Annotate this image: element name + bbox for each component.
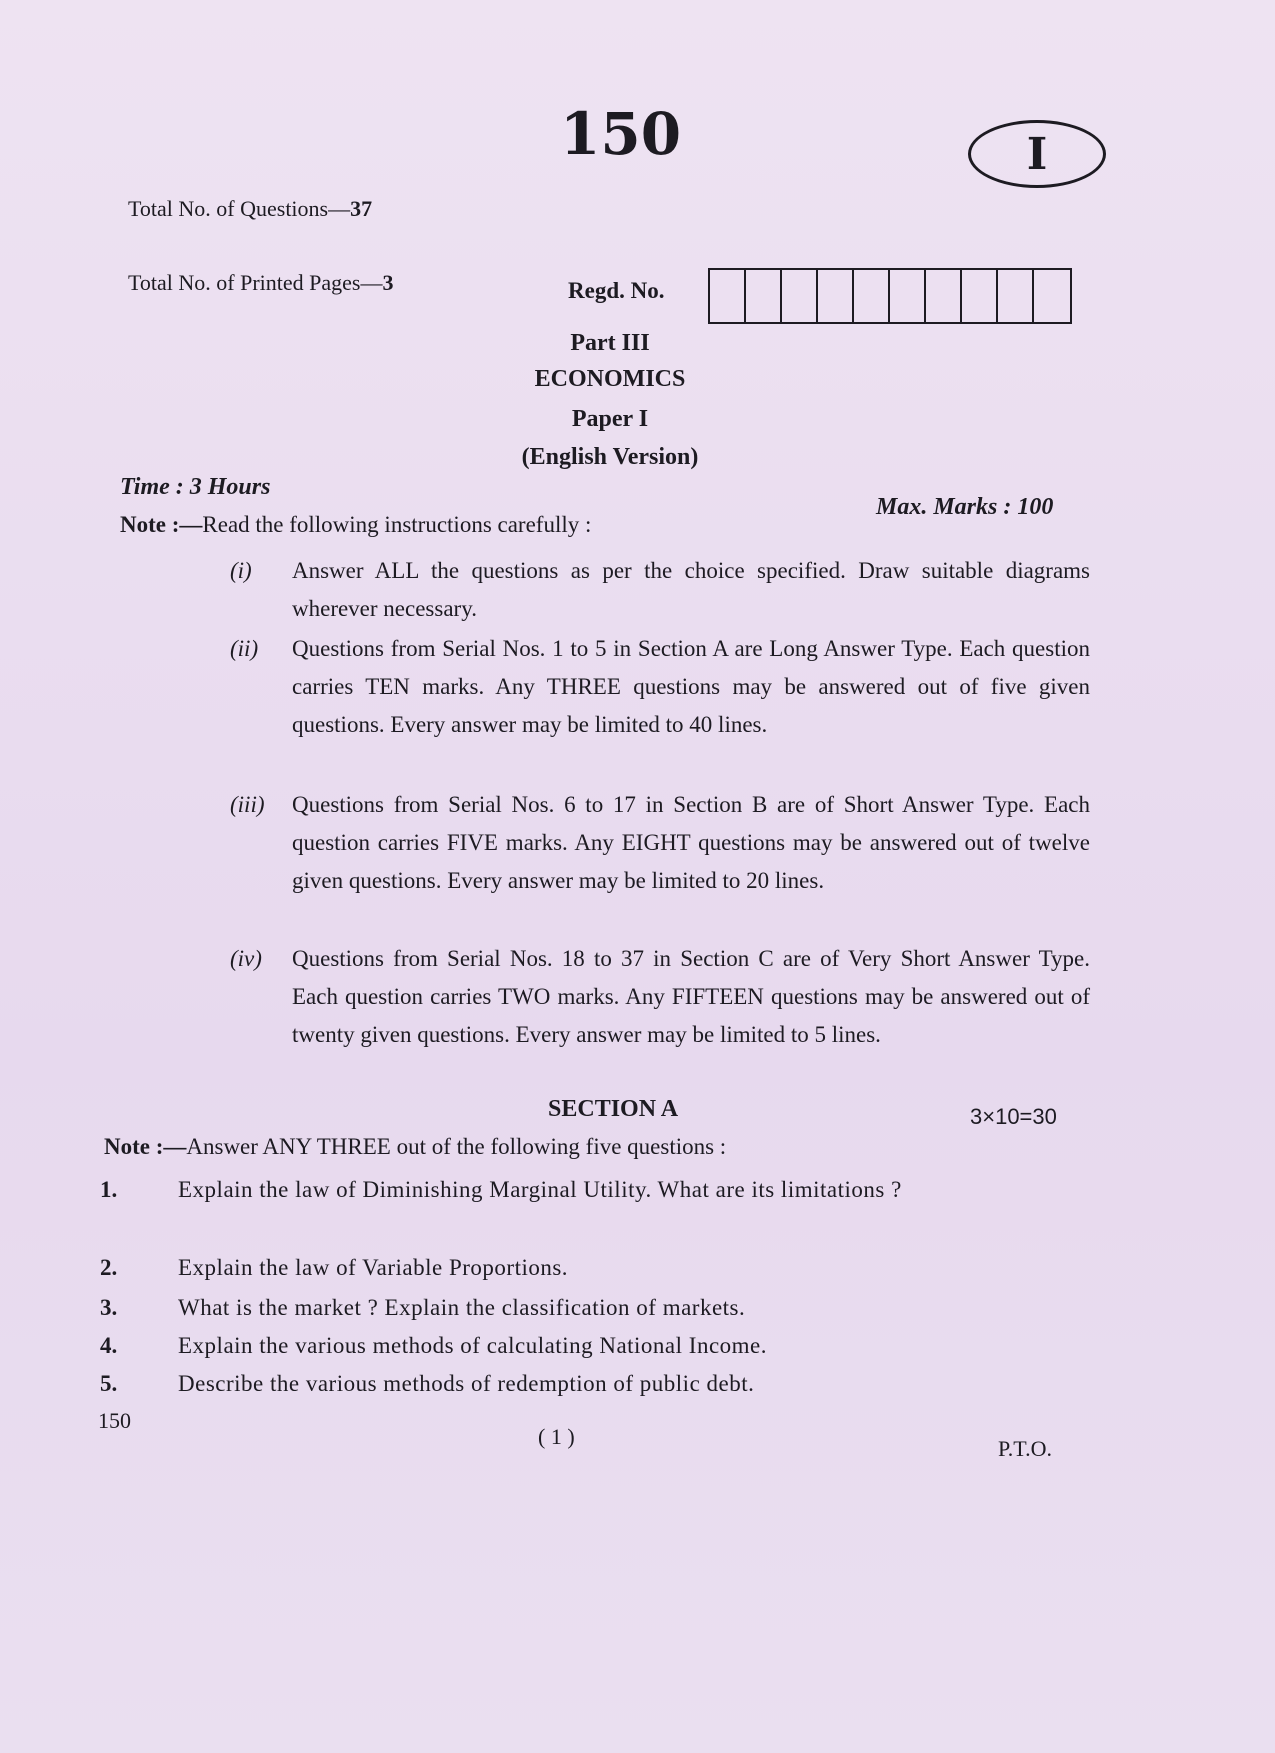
note-text: Read the following instructions carefully : — [202, 512, 592, 537]
regd-digit-box[interactable] — [962, 270, 998, 322]
version-heading: (English Version) — [521, 444, 699, 470]
instruction-number: (ii) — [230, 636, 259, 661]
paper-code: 150 — [560, 100, 682, 168]
total-pages-label: Total No. of Printed Pages— — [128, 270, 383, 295]
instruction-item — [230, 552, 1090, 628]
question-number: 1. — [100, 1177, 118, 1202]
footer-code: 150 — [98, 1408, 131, 1433]
instruction-item — [230, 786, 1090, 900]
section-note — [104, 1134, 726, 1160]
regd-digit-box[interactable] — [926, 270, 962, 322]
question-text: Describe the various methods of redemption of public debt. — [178, 1371, 755, 1396]
max-marks: Max. Marks : 100 — [876, 494, 1054, 520]
time-allowed: Time : 3 Hours — [120, 474, 271, 500]
paper-heading: Paper I — [571, 406, 649, 432]
question-number: 3. — [100, 1295, 118, 1320]
section-note-label: Note :— — [104, 1134, 187, 1159]
regd-digit-box[interactable] — [1034, 270, 1070, 322]
instructions-note — [120, 512, 591, 538]
question-text: Explain the law of Variable Proportions. — [178, 1255, 569, 1280]
question-text: Explain the various methods of calculating National Income. — [178, 1333, 768, 1358]
instruction-item — [230, 940, 1090, 1054]
question-item — [100, 1250, 1080, 1286]
total-questions — [128, 196, 372, 222]
subject-heading: ECONOMICS — [534, 366, 686, 392]
part-heading: Part III — [570, 330, 650, 356]
instruction-item — [230, 630, 1090, 744]
question-text: What is the market ? Explain the classification of markets. — [178, 1295, 746, 1320]
question-number: 4. — [100, 1333, 118, 1358]
instruction-text: Questions from Serial Nos. 6 to 17 in Section B are of Short Answer Type. Each question carries FIVE marks. Any EIGHT questions may be answered out of twelve given questions. Every answer may be limited to 20 lines. — [292, 792, 1090, 893]
question-item — [100, 1290, 1080, 1326]
total-pages — [128, 270, 393, 296]
instruction-text: Questions from Serial Nos. 18 to 37 in Section C are of Very Short Answer Type. Each question carries TWO marks. Any FIFTEEN questions may be answered out of twenty given questions. Every answer may be limited to 5 lines. — [292, 946, 1090, 1047]
note-label: Note :— — [120, 512, 203, 537]
series-letter: I — [1026, 128, 1048, 180]
total-questions-label: Total No. of Questions— — [128, 196, 351, 221]
regd-digit-box[interactable] — [998, 270, 1034, 322]
regd-number-boxes[interactable] — [708, 268, 1072, 324]
total-pages-value: 3 — [382, 270, 394, 295]
question-number: 2. — [100, 1255, 118, 1280]
question-item — [100, 1328, 1080, 1364]
question-text: Explain the law of Diminishing Marginal Utility. What are its limitations ? — [178, 1177, 902, 1202]
regd-digit-box[interactable] — [782, 270, 818, 322]
regd-digit-box[interactable] — [710, 270, 746, 322]
question-item — [100, 1172, 1080, 1208]
regd-digit-box[interactable] — [890, 270, 926, 322]
instruction-number: (iv) — [230, 946, 262, 971]
page-number: ( 1 ) — [538, 1424, 575, 1449]
pto-label: P.T.O. — [998, 1436, 1052, 1461]
question-number: 5. — [100, 1371, 118, 1396]
regd-label: Regd. No. — [568, 278, 665, 303]
instruction-number: (i) — [230, 558, 252, 583]
total-questions-value: 37 — [350, 196, 373, 221]
section-title: SECTION A — [548, 1096, 679, 1122]
question-item — [100, 1366, 1080, 1402]
regd-digit-box[interactable] — [818, 270, 854, 322]
instruction-number: (iii) — [230, 792, 265, 817]
series-badge — [968, 120, 1106, 188]
instruction-text: Questions from Serial Nos. 1 to 5 in Section A are Long Answer Type. Each question carries TEN marks. Any THREE questions may be answered out of five given questions. Every answer may be limited to 40 lines. — [292, 636, 1090, 737]
regd-digit-box[interactable] — [746, 270, 782, 322]
section-note-text: Answer ANY THREE out of the following five questions : — [186, 1134, 727, 1159]
section-marks: 3×10=30 — [970, 1104, 1057, 1129]
instruction-text: Answer ALL the questions as per the choice specified. Draw suitable diagrams wherever necessary. — [292, 558, 1090, 621]
regd-digit-box[interactable] — [854, 270, 890, 322]
